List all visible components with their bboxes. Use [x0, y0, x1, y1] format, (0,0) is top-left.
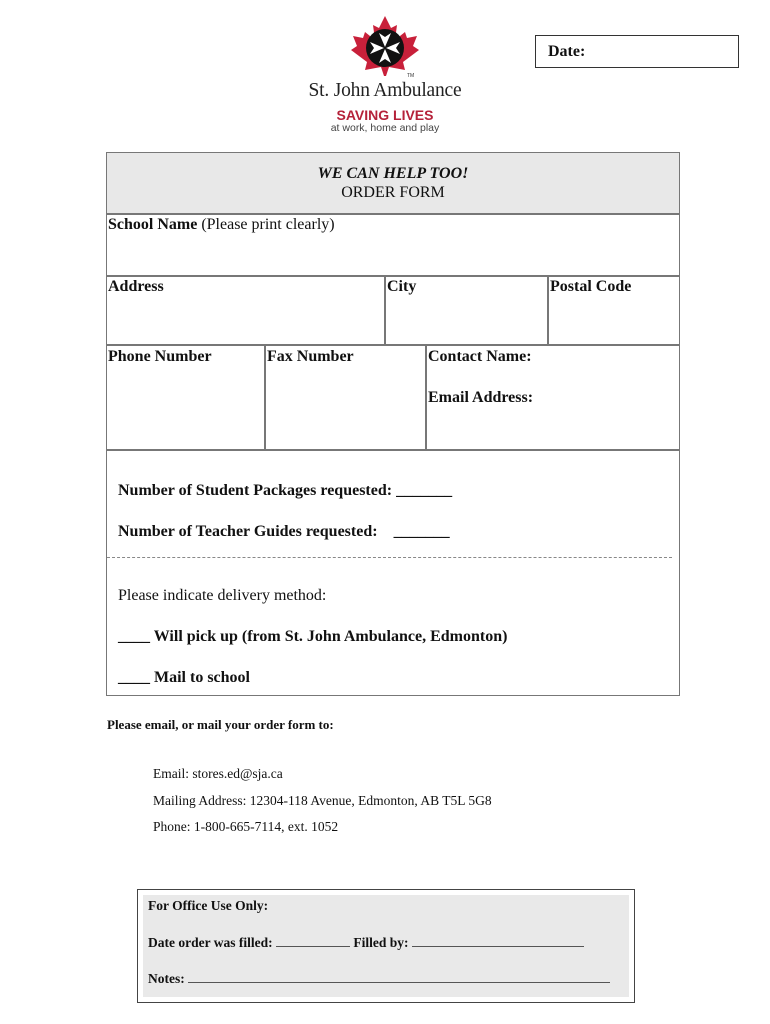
- phone-number-label: Phone Number: [108, 348, 212, 365]
- postal-code-label: Postal Code: [550, 278, 632, 295]
- st-john-ambulance-logo: [300, 14, 470, 144]
- form-header: [107, 153, 679, 213]
- office-use-heading: For Office Use Only:: [148, 898, 269, 913]
- address-field[interactable]: [107, 276, 384, 344]
- logo-tagline: SAVING LIVES: [336, 107, 434, 123]
- divider: [107, 449, 679, 451]
- svg-text:TM: TM: [407, 73, 415, 78]
- fax-number-field[interactable]: [266, 346, 425, 449]
- logo-subtagline: at work, home and play: [330, 122, 440, 134]
- mail-blank[interactable]: ____: [118, 669, 150, 686]
- section-separator: [107, 557, 672, 558]
- notes-row: Notes:: [148, 970, 610, 987]
- contact-name-label: Contact Name:: [428, 348, 532, 365]
- filled-by-blank[interactable]: [412, 934, 584, 947]
- student-packages-row: Number of Student Packages requested: _______: [118, 482, 453, 499]
- contact-mailing-address: Mailing Address: 12304-118 Avenue, Edmonton, AB T5L 5G8: [153, 793, 492, 808]
- form-title: WE CAN HELP TOO!: [317, 165, 469, 182]
- delivery-prompt: Please indicate delivery method:: [118, 587, 327, 604]
- order-form-table: [106, 152, 680, 696]
- date-box[interactable]: [535, 35, 739, 68]
- city-label: City: [387, 278, 417, 295]
- contact-name-field[interactable]: [427, 346, 679, 386]
- contact-phone: Phone: 1-800-665-7114, ext. 1052: [153, 819, 339, 834]
- address-label: Address: [108, 278, 164, 295]
- organization-name: St. John Ambulance: [308, 80, 462, 101]
- postal-code-field[interactable]: [549, 276, 679, 344]
- teacher-guides-row: Number of Teacher Guides requested: _______: [118, 523, 450, 540]
- notes-blank[interactable]: [188, 970, 610, 983]
- delivery-option-mail[interactable]: ____ Mail to school: [118, 669, 250, 686]
- email-address-field[interactable]: [427, 386, 679, 449]
- date-filled-blank[interactable]: [276, 934, 350, 947]
- maple-leaf-maltese-cross-icon: [345, 14, 425, 78]
- fax-number-label: Fax Number: [267, 348, 354, 365]
- email-address-label: Email Address:: [428, 389, 534, 406]
- city-field[interactable]: [386, 276, 547, 344]
- phone-number-field[interactable]: [107, 346, 264, 449]
- form-subtitle: ORDER FORM: [341, 184, 445, 201]
- student-packages-blank[interactable]: _______: [396, 482, 453, 499]
- pickup-blank[interactable]: ____: [118, 628, 150, 645]
- school-name-field[interactable]: [107, 214, 679, 275]
- date-filled-row: Date order was filled: Filled by:: [148, 934, 584, 951]
- contact-email[interactable]: Email: stores.ed@sja.ca: [153, 766, 283, 781]
- submission-instructions: Please email, or mail your order form to:: [107, 717, 334, 732]
- office-use-box: [137, 889, 635, 1003]
- school-name-label: School Name (Please print clearly): [108, 216, 335, 233]
- teacher-guides-blank[interactable]: _______: [393, 523, 450, 540]
- delivery-option-pickup[interactable]: ____ Will pick up (from St. John Ambulance, Edmonton): [118, 628, 508, 645]
- date-label: Date:: [548, 43, 586, 60]
